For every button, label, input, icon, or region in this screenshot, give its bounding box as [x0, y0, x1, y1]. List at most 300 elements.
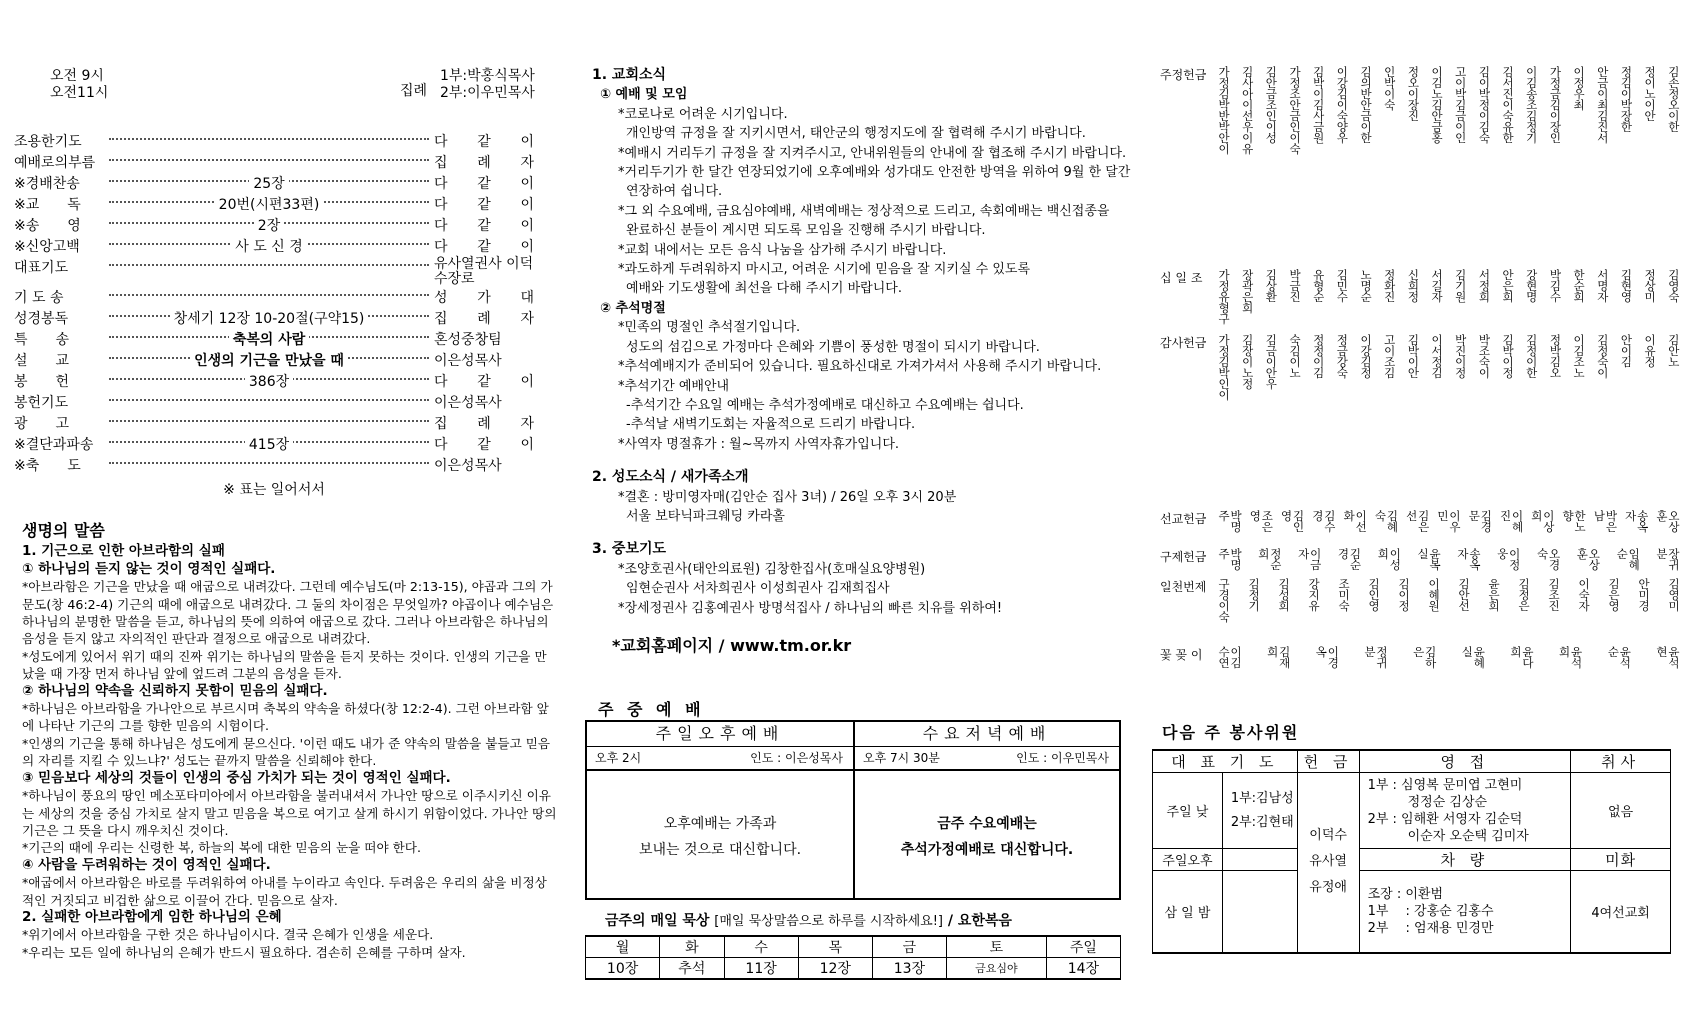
- order-label: 설 교: [14, 353, 70, 369]
- meditation-chapter: 11장: [724, 958, 798, 980]
- offering-name: 김사아이선우이유: [1240, 66, 1255, 154]
- presiders: [440, 68, 535, 102]
- sermon-text: *우리는 모든 일에 하나님의 은혜가 반드시 필요하다. 겸손히 은혜를 구하며 살자.: [22, 944, 466, 960]
- beauty-heading: 미화: [1571, 849, 1671, 871]
- offering-name: 김안선: [1457, 578, 1471, 611]
- weekday-heading: 주 중 예 배: [598, 700, 705, 719]
- order-label: 봉헌기도: [14, 395, 69, 411]
- offering-name: 서정희: [1477, 269, 1492, 302]
- order-row: [14, 194, 534, 215]
- order-item-text: 20번(시편33편): [215, 197, 324, 213]
- offering-name: 박금진: [1288, 269, 1303, 302]
- order-item-text: 2장: [254, 218, 284, 234]
- usher-line: 이순자 오순택 김미자: [1407, 828, 1529, 844]
- offering-name: 정김이박장한: [1619, 66, 1634, 132]
- order-label: 특 송: [14, 332, 70, 348]
- offering-name: 이혜원: [1427, 578, 1441, 611]
- offering-name: 가정금김이장인: [1548, 66, 1563, 143]
- order-item: [114, 308, 424, 328]
- service-note-line: 보내는 것으로 대신합니다.: [638, 842, 802, 858]
- news-line: *추석기간 예배안내: [618, 378, 730, 394]
- offering-name: 장귀분: [1654, 548, 1681, 570]
- offering-name: 윤석희: [1557, 646, 1584, 668]
- offering-name: 김서진이숙유한: [1501, 66, 1516, 143]
- offering-name: 정이노이안: [1643, 66, 1658, 121]
- offering-name: 김영숙: [1666, 269, 1681, 302]
- order-leader: 다 같 이: [434, 218, 534, 234]
- offering-name: 한노향: [1561, 510, 1588, 532]
- news-line: *거리두기가 한 달간 연장되었기에 오후예배와 성가대도 안전한 방역을 위하여 9월 한 달간: [618, 165, 1131, 181]
- order-item-text: 인생의 기근을 만났을 때: [190, 353, 348, 369]
- order-row: [14, 329, 534, 350]
- offering-name: 이정우최: [1572, 66, 1587, 110]
- offering-name: 가정유형구: [1217, 269, 1231, 324]
- order-leader: 혼성중창팀: [434, 332, 502, 348]
- offering-name: 안은희: [1501, 269, 1516, 302]
- order-leader: 이은성목사: [434, 458, 502, 474]
- offering-row: [1160, 510, 1680, 540]
- order-row: [14, 131, 534, 152]
- offering-name: 이김송조김정기: [1524, 66, 1539, 143]
- offering-name: 신희정: [1406, 269, 1421, 302]
- offering-name: 김은선: [1404, 510, 1431, 532]
- offering-name: 이숙자: [1577, 578, 1591, 611]
- offering-name: 김성희: [1277, 578, 1291, 611]
- order-item-text: 창세기 12장 10-20절(구약15): [170, 311, 369, 327]
- news-line: 임현순권사 서차희권사 이성희권사 김재희집사: [626, 581, 890, 597]
- offering-name: 정박김오: [1548, 334, 1563, 378]
- order-leader: 다 같 이: [434, 197, 534, 213]
- offering-name: 조미숙: [1337, 578, 1351, 611]
- news-line: -추석기간 수요일 예배는 추석가정예배로 대신하고 수요예배는 쉽니다.: [626, 397, 1024, 413]
- offering-names: [1218, 334, 1680, 502]
- service-note-line: 오후예배는 가족과: [663, 816, 777, 832]
- news-line: *추석예배지가 준비되어 있습니다. 필요하신대로 가져가셔서 사용해 주시기 바랍니다.: [618, 359, 1102, 375]
- meditation-heading: [605, 910, 1012, 930]
- offering-name: 한순희: [1572, 269, 1587, 302]
- meditation-chapter: 13장: [872, 958, 946, 980]
- service-leader: 인도 : 이은성목사: [750, 751, 843, 765]
- meditation-note: [매일 묵상말씀으로 하루를 시작하세요!]: [714, 914, 943, 929]
- wednesday-prayer: [1222, 871, 1297, 953]
- order-row: [14, 455, 534, 476]
- presider-second: 2부:이우민목사: [440, 85, 535, 101]
- order-item: [114, 371, 424, 391]
- offering-name: 이김수연: [1217, 646, 1243, 668]
- order-label: 기 도 송: [14, 290, 64, 306]
- offering-name: 이강김정: [1359, 334, 1374, 378]
- news-line: *장세정권사 김홍예권사 방명석집사 / 하나님의 빠른 치유를 위하여!: [618, 600, 1003, 616]
- news-line: *민족의 명절인 추석절기입니다.: [618, 320, 801, 336]
- col-offering: 헌 금: [1297, 750, 1359, 773]
- meditation-day: 금: [872, 936, 946, 958]
- offering-name: 김이박정이김숙: [1477, 66, 1492, 143]
- meditation-day: 월: [586, 936, 660, 958]
- spacer: [592, 454, 1132, 468]
- sunday-prayer: [1222, 773, 1297, 849]
- usher-line: 2부 : 임해환 서영자 김순덕: [1367, 811, 1523, 827]
- offering-name: 김박이정: [1501, 334, 1516, 378]
- service-note-line: 금주 수요예배는: [937, 816, 1037, 832]
- news-line: ② 추석명절: [600, 300, 666, 316]
- offering-name: 박은남: [1592, 510, 1619, 532]
- news-line: 성도의 섬김으로 가정마다 은혜와 기쁨이 풍성한 명절이 되시기 바랍니다.: [626, 339, 1040, 355]
- offering-label: 일천번제: [1160, 580, 1207, 594]
- usher-line: 1부 : 심영복 문미엽 고현미: [1367, 777, 1523, 793]
- offering-name: 서명자: [1595, 269, 1610, 302]
- sermon-text: *성도에게 있어서 위기 때의 진짜 위기는 하나님의 말씀을 듣지 못하는 것이다. 인생의 기근을 만났을 때 가장 먼저 하나님 앞에 엎드려 그분의 음성을 듣자.: [22, 648, 547, 682]
- offering-name: 인박이숙: [1382, 66, 1397, 110]
- offering-name: 김상환: [1264, 269, 1279, 302]
- offering-name: 김안노: [1666, 334, 1681, 367]
- offering-name: 윤석현: [1654, 646, 1681, 668]
- usher-list: [1359, 773, 1571, 849]
- sermon-text: *아브라함은 기근을 만났을 때 애굽으로 내려갔다. 그런데 예수님도(마 2:13-15), 야곱과 그의 가문도(창 46:2-4) 기근의 때에 애굽으로 내려갔다. 그 둘의 차이점은 무엇일까? 야곱이나 예수님은 하나님의 분명한 말씀을 듣고, 하나님의 뜻에 의하여 애굽으로 갔다. 그러나 아브라함은 하나님의 음성을 듣지 않고 자의적인 판단과 결정으로 애굽으로 내려갔다.: [22, 579, 554, 647]
- news-line: *코로나로 어려운 시기입니다.: [618, 106, 788, 122]
- order-label: 봉 헌: [14, 374, 70, 390]
- news-line: *교회홈페이지 / www.tm.or.kr: [612, 635, 852, 655]
- offering-name: 송옥자: [1623, 510, 1650, 532]
- meditation-day: 수: [724, 936, 798, 958]
- news-line: *과도하게 두려워하지 마시고, 어려운 시기에 믿음을 잘 지키실 수 있도록: [618, 262, 1031, 278]
- sermon-point: 2. 실패한 아브라함에게 임한 하나님의 은혜: [22, 908, 282, 925]
- offering-name: 가정조안금인이숙: [1288, 66, 1303, 154]
- offering-name: 유형순: [1311, 269, 1326, 302]
- offering-name: 이경옥: [1314, 646, 1341, 668]
- offering-name: 김의반안금이한: [1359, 66, 1374, 143]
- order-label: ※축 도: [14, 458, 81, 474]
- order-item: [114, 236, 424, 256]
- car-line: 1부 : 강홍순 김홍수: [1367, 903, 1494, 919]
- offering-name: 박명주: [1217, 548, 1243, 570]
- offering-name: 이상희: [1529, 510, 1556, 532]
- offering-name: 정순희: [1256, 548, 1283, 570]
- sermon-point: ③ 믿음보다 세상의 것들이 인생의 중심 가치가 되는 것이 영적인 실패다.: [22, 769, 451, 786]
- order-leader: 이은성목사: [434, 353, 502, 369]
- offering-name: 김박이김사금원: [1311, 66, 1326, 143]
- news-line: 2. 성도소식 / 새가족소개: [592, 469, 749, 486]
- car-line: 2부 : 엄재용 민경만: [1367, 920, 1494, 936]
- meditation-chapter: 10장: [586, 958, 660, 980]
- offering-name: 오상훈: [1575, 548, 1602, 570]
- offering-name: 오상훈: [1654, 510, 1681, 532]
- offering-names: [1218, 646, 1680, 676]
- next-week-table: [1152, 749, 1671, 954]
- offering-name: 김수경: [1310, 510, 1337, 532]
- news-line: *조양호권사(태안의료원) 김창한집사(호매실요양병원): [618, 561, 926, 577]
- offering-name: 윤복실: [1416, 548, 1443, 570]
- offering-name: 이성희: [1376, 548, 1403, 570]
- order-row: [14, 173, 534, 194]
- offering-name: 김장이노정: [1240, 334, 1255, 389]
- order-leader: 다 같 이: [434, 437, 534, 453]
- offering-name: 김하은: [1411, 646, 1438, 668]
- leader-dots: [109, 294, 429, 296]
- offering-names: [1218, 578, 1680, 642]
- offering-name: 박김수: [1548, 269, 1563, 302]
- offering-name: 김조진: [1547, 578, 1561, 611]
- order-label: 조용한기도: [14, 134, 82, 150]
- car-heading: 차 량: [1359, 849, 1571, 871]
- offering-name: 김은영: [1607, 578, 1621, 611]
- sermon-text: *위기에서 아브라함을 구한 것은 하나님이시다. 결국 은혜가 인생을 세운다.: [22, 927, 434, 943]
- order-of-worship: [14, 131, 534, 499]
- order-leader: 집 례 자: [434, 311, 534, 327]
- offering-name: 김혜숙: [1373, 510, 1400, 532]
- wednesday-evening-service: [853, 722, 1119, 898]
- offering-name: 김금이안우: [1264, 334, 1279, 389]
- order-label: ※신앙고백: [14, 239, 80, 255]
- leader-dots: [109, 420, 429, 422]
- sermon-point: ② 하나님의 약속을 신뢰하지 못함이 믿음의 실패다.: [22, 682, 328, 699]
- order-leader: 집 례 자: [434, 416, 534, 432]
- car-list: [1359, 871, 1571, 953]
- order-row: [14, 236, 534, 257]
- beauty-value: 4여선교회: [1571, 871, 1671, 953]
- stand-note: ※ 표는 일어서서: [223, 482, 325, 498]
- presider-first: 1부:박홍식목사: [440, 68, 535, 84]
- meditation-day: 주일: [1046, 936, 1120, 958]
- offering-name: 이금자: [1296, 548, 1323, 570]
- order-row: [14, 392, 534, 413]
- leader-dots: [109, 138, 429, 140]
- offering-label: 꽃 꽂 이: [1160, 648, 1203, 662]
- leader-dots: [109, 462, 429, 464]
- offering-name: 김정은: [1517, 578, 1531, 611]
- sermon-text: *하나님은 아브라함을 가나안으로 부르시며 축복의 약속을 하셨다(창 12:2-4). 그런 아브라함 앞에 나타난 기근의 그를 향한 믿음의 시험이다.: [22, 701, 549, 734]
- offering-name: 김정이한: [1524, 334, 1539, 378]
- meditation-day: 화: [660, 936, 724, 958]
- order-item: [114, 350, 424, 370]
- offering-name: 이우민: [1435, 510, 1462, 532]
- offering-name: 정오이장진: [1406, 66, 1421, 121]
- car-line: 조장 : 이환범: [1367, 886, 1444, 902]
- offering-name: 안금이최김진서: [1595, 66, 1610, 143]
- order-label: ※송 영: [14, 218, 81, 234]
- offering-name: 정화진: [1382, 269, 1397, 302]
- offering-label: 십 일 조: [1160, 271, 1203, 285]
- meditation-book: / 요한복음: [947, 913, 1012, 929]
- sermon-point: ④ 사람을 두려워하는 것이 영적인 실패다.: [22, 856, 271, 873]
- sermon-section: [22, 522, 557, 961]
- offering-name: 김안금조인이성: [1264, 66, 1279, 143]
- meditation-day: 목: [798, 936, 872, 958]
- news-line: 완료하신 분들이 계시면 되도록 모임을 진행해 주시기 바랍니다.: [626, 223, 986, 239]
- offering-name: 오경숙: [1535, 548, 1562, 570]
- time-first: 오전 9시: [50, 68, 104, 84]
- offering-name: 윤석순: [1606, 646, 1633, 668]
- offering-label: 주정헌금: [1160, 68, 1207, 82]
- offering-name: 이서정김: [1430, 334, 1445, 378]
- offering-name: 김민수: [1335, 269, 1350, 302]
- offering-name: 정금강숙: [1335, 334, 1350, 378]
- offering-name: 김순경: [1336, 548, 1363, 570]
- offering-name: 윤다희: [1508, 646, 1535, 668]
- order-item-text: 25장: [249, 176, 288, 192]
- offering-name: 안이김: [1619, 334, 1634, 367]
- service-time: 오후 7시 30분: [863, 751, 940, 765]
- col-usher: 영 접: [1359, 750, 1571, 773]
- order-item: [114, 434, 424, 454]
- service-meta: [587, 747, 853, 771]
- meditation-day: 토: [946, 936, 1046, 958]
- offering-name: 김박이안: [1406, 334, 1421, 378]
- presider-label: 집례: [400, 83, 428, 99]
- order-label: 예배로의부름: [14, 155, 96, 171]
- offering-team: [1297, 773, 1359, 953]
- service-note-line: 추석가정예배로 대신합니다.: [900, 842, 1074, 858]
- order-label: 성경봉독: [14, 311, 69, 327]
- offering-name: 정귀분: [1362, 646, 1389, 668]
- order-leader: 유사열권사 이덕수장로: [434, 256, 534, 287]
- offering-label: 선교헌금: [1160, 512, 1207, 526]
- offering-name: 김기원: [1453, 269, 1468, 302]
- offering-name: 윤은희: [1487, 578, 1501, 611]
- leader-dots: [109, 399, 429, 401]
- weekday-services-box: [585, 720, 1121, 900]
- offering-member: 유사열: [1309, 854, 1347, 870]
- leader-dots: [109, 159, 429, 161]
- news-line: 1. 교회소식: [592, 67, 667, 83]
- order-row: [14, 371, 534, 392]
- offering-name: 김손정오이한: [1666, 66, 1681, 132]
- order-label: ※결단과파송: [14, 437, 94, 453]
- news-line: 예배와 기도생활에 최선을 다해 주시기 바랍니다.: [626, 281, 902, 297]
- news-line: -추석날 새벽기도회는 자율적으로 드리기 바랍니다.: [626, 417, 916, 433]
- offering-member: 유정애: [1309, 880, 1347, 896]
- offering-name: 박명주: [1217, 510, 1243, 532]
- offering-name: 이강김이숙양우: [1335, 66, 1350, 143]
- service-title: 수요저녁예배: [855, 722, 1119, 747]
- offering-name: 고이조김: [1382, 334, 1397, 378]
- sermon-text: *인생의 기근을 통해 하나님은 성도에게 묻으신다. '이런 때도 내가 준 약속의 말씀을 붙들고 믿음의 자리를 지킬 수 있느냐?' 성도는 끝까지 말씀을 신뢰해야 한다.: [22, 735, 551, 769]
- offering-name: 김현영: [1619, 269, 1634, 302]
- order-row: [14, 413, 534, 434]
- cooking-value: 없음: [1571, 773, 1671, 849]
- usher-line: 정정순 김상순: [1407, 794, 1488, 810]
- order-label: ※교 독: [14, 197, 81, 213]
- offering-name: 고이박김금이인: [1453, 66, 1468, 143]
- offering-names: [1218, 510, 1680, 540]
- offering-name: 김이정: [1397, 578, 1411, 611]
- meditation-table: [585, 935, 1121, 980]
- order-item: [114, 329, 424, 349]
- service-time: 오후 2시: [595, 751, 642, 765]
- col-cooking: 취사: [1571, 750, 1671, 773]
- meditation-chapter: 추석: [660, 958, 724, 980]
- order-label: 광 고: [14, 416, 70, 432]
- offering-name: 김재희: [1265, 646, 1292, 668]
- row-wednesday: 삼 일 밤: [1153, 871, 1223, 953]
- col-prayer: 대 표 기 도: [1153, 750, 1298, 773]
- news-line: *그 외 수요예배, 금요심야예배, 새벽예배는 정상적으로 드리고, 속회예배는 백신접종을: [618, 203, 1110, 219]
- offering-name: 안미경: [1637, 578, 1651, 611]
- meditation-chapter: 14장: [1046, 958, 1120, 980]
- afternoon-prayer: [1222, 849, 1297, 871]
- offering-name: 박진이정: [1453, 334, 1468, 378]
- offering-name: 김인영: [1367, 578, 1381, 611]
- offering-name: 이유정: [1643, 334, 1658, 367]
- offering-name: 강지유: [1307, 578, 1321, 611]
- church-news: [592, 66, 1132, 655]
- prayer-second: 2부:김현태: [1230, 814, 1294, 830]
- offering-name: 숙김이노: [1288, 334, 1303, 378]
- order-item: [114, 194, 424, 214]
- offering-name: 강현명: [1524, 269, 1539, 302]
- offering-row: [1160, 646, 1680, 676]
- order-leader: 다 같 이: [434, 176, 534, 192]
- offering-label: 구제헌금: [1160, 550, 1207, 564]
- offering-name: 이혜진: [1498, 510, 1525, 532]
- order-row: [14, 215, 534, 236]
- order-row: [14, 257, 534, 287]
- news-line: *결혼 : 방미영자매(김안순 집사 3녀) / 26일 오후 3시 20분: [618, 489, 957, 505]
- next-week-heading: 다음 주 봉사위원: [1162, 723, 1300, 742]
- order-leader: 다 같 이: [434, 134, 534, 150]
- offering-row: [1160, 578, 1680, 642]
- service-note: [855, 771, 1119, 863]
- spacer: [592, 618, 1132, 632]
- offering-names: [1218, 66, 1680, 261]
- offering-name: 장곽은희: [1240, 269, 1255, 313]
- time-second: 오전11시: [50, 85, 109, 101]
- offering-names: [1218, 269, 1680, 324]
- order-item-text: 415장: [245, 437, 293, 453]
- order-item: [114, 173, 424, 193]
- order-leader: 다 같 이: [434, 374, 534, 390]
- service-note: [587, 771, 853, 863]
- order-item-text: 386장: [245, 374, 293, 390]
- offering-name: 조은영: [1248, 510, 1275, 532]
- news-line: 서울 보타닉파크웨딩 카라홀: [626, 508, 785, 524]
- sermon-text: *기근의 때에 우리는 신령한 복, 하늘의 복에 대한 믿음의 눈을 떠야 한다.: [22, 840, 421, 856]
- offering-name: 김정기: [1247, 578, 1261, 611]
- sermon-heading: 생명의 말씀: [22, 521, 105, 540]
- news-line: ① 예배 및 모임: [600, 87, 688, 103]
- row-sunday: 주일 낮: [1153, 773, 1223, 849]
- offering-name: 노명순: [1359, 269, 1374, 302]
- leader-dots: [109, 264, 429, 266]
- offering-name: 가정김박인이: [1217, 334, 1231, 400]
- service-leader: 인도 : 이우민목사: [1016, 751, 1109, 765]
- order-row: [14, 308, 534, 329]
- order-leader: 다 같 이: [434, 239, 534, 255]
- offering-name: 박조숙이: [1477, 334, 1492, 378]
- sermon-point: 1. 기근으로 인한 아브라함의 실패: [22, 543, 225, 560]
- service-times: [50, 68, 108, 102]
- offering-row: [1160, 269, 1680, 324]
- order-item: [114, 215, 424, 235]
- offering-name: 김경문: [1467, 510, 1494, 532]
- news-line: *사역자 명절휴가 : 월~목까지 사역자휴가입니다.: [618, 436, 900, 452]
- row-afternoon: 주일오후: [1153, 849, 1223, 871]
- offering-name: 김인영: [1279, 510, 1306, 532]
- meditation-chapter: 금요심야: [946, 958, 1046, 980]
- offering-name: 송옥자: [1455, 548, 1482, 570]
- offering-name: 정상미: [1643, 269, 1658, 302]
- sunday-afternoon-service: [587, 722, 853, 898]
- meditation-chapter: 12장: [798, 958, 872, 980]
- news-line: *예배시 거리두기 규정을 잘 지켜주시고, 안내위원들의 안내에 잘 협조해 주시기 바랍니다.: [618, 145, 1127, 161]
- order-item-text: 축복의 사람: [229, 332, 310, 348]
- offering-name: 가정김박반박안이: [1217, 66, 1231, 154]
- order-leader: 이은성목사: [434, 395, 502, 411]
- news-line: 3. 중보기도: [592, 541, 667, 558]
- meditation-title: 금주의 매일 묵상: [605, 913, 710, 929]
- order-label: ※경배찬송: [14, 176, 80, 192]
- sermon-text: *하나님이 풍요의 땅인 메소포타미아에서 아브라함을 불러내셔서 가나안 땅으로 이주시키신 이유는 세상의 것을 중심 가치로 살지 말고 믿음을 복으로 여기고 살게 하시기 위함이었다. 가나안 땅의 기근은 그 뜻을 다시 깨우치신 것이다.: [22, 788, 557, 838]
- offering-name: 정정이김: [1311, 334, 1326, 378]
